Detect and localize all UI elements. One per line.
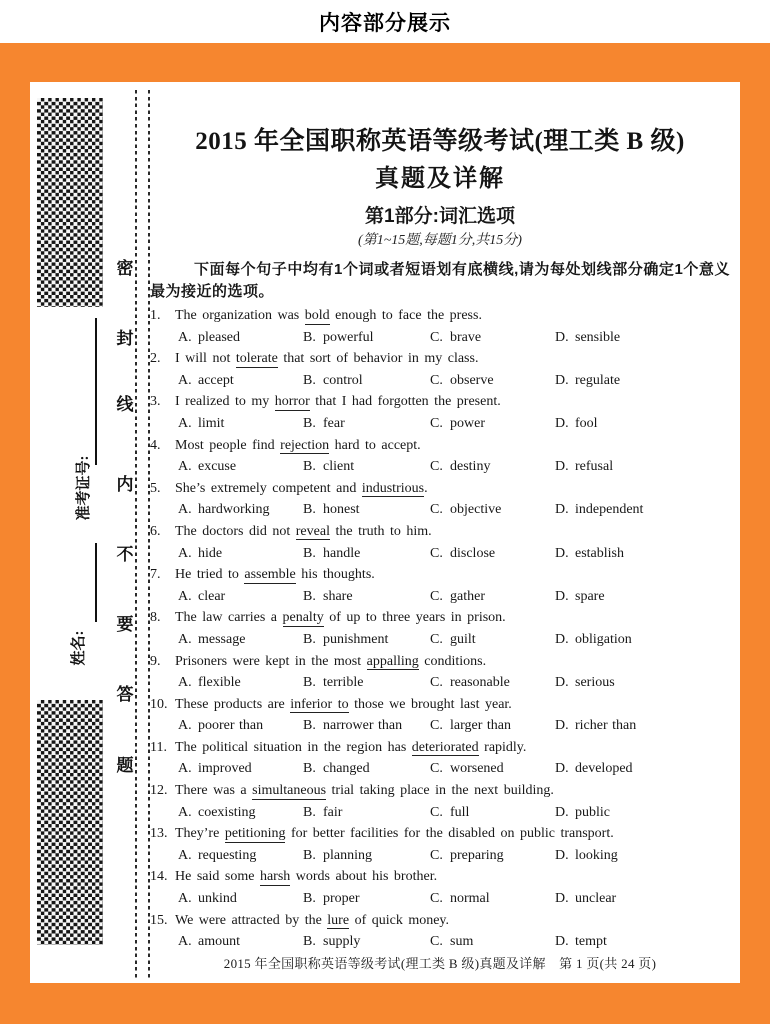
question-item xyxy=(150,348,730,391)
option-b: B. punishment xyxy=(303,631,389,647)
option-d: D. developed xyxy=(555,761,633,777)
underlined-word: deteriorated xyxy=(411,739,479,755)
option-b: B. fair xyxy=(303,804,343,820)
name-label: 姓名: xyxy=(71,630,87,666)
question-item xyxy=(150,823,730,866)
underlined-word: bold xyxy=(304,308,330,323)
option-d: D. fool xyxy=(555,415,598,431)
question-item xyxy=(150,780,730,823)
question-number: 1. xyxy=(150,308,161,323)
option-a: A. requesting xyxy=(178,847,257,863)
question-number: 2. xyxy=(150,351,161,367)
question-item xyxy=(150,607,730,650)
option-a: A. hardworking xyxy=(178,502,270,518)
question-item xyxy=(150,694,730,737)
option-c: C. power xyxy=(430,415,485,431)
option-c: C. reasonable xyxy=(430,675,510,691)
question-sentence: 13. They’re petitioning for better facilities for the disabled on public transport. xyxy=(150,823,730,845)
question-options xyxy=(150,888,730,910)
question-options xyxy=(150,758,730,780)
section-heading: 第1部分:词汇选项 xyxy=(365,206,515,227)
question-number: 11. xyxy=(150,739,167,755)
admission-number-label: 准考证号: xyxy=(76,455,92,521)
question-options xyxy=(150,802,730,824)
question-item xyxy=(150,521,730,564)
underlined-word: inferior to xyxy=(290,696,349,712)
question-options xyxy=(150,845,730,867)
option-d: D. establish xyxy=(555,545,624,561)
question-list xyxy=(150,305,730,953)
option-d: D. richer than xyxy=(555,718,637,734)
seal-char: 密 xyxy=(116,259,134,278)
option-a: A. pleased xyxy=(178,329,240,345)
page-footer: 2015 年全国职称英语等级考试(理工类 B 级)真题及详解 第 1 页(共 24 页) xyxy=(223,956,657,971)
question-sentence: 3. I realized to my horror that I had forgotten the present. xyxy=(150,391,730,413)
underlined-word: harsh xyxy=(259,869,291,885)
question-sentence: 5. She’s extremely competent and industrious. xyxy=(150,478,730,500)
question-number: 15. xyxy=(150,912,168,928)
option-d: D. unclear xyxy=(555,891,617,907)
option-c: C. larger than xyxy=(430,718,511,734)
binding-pattern-bottom xyxy=(37,700,103,945)
question-number: 6. xyxy=(150,523,161,539)
question-options xyxy=(150,715,730,737)
question-item xyxy=(150,651,730,694)
option-b: B. client xyxy=(303,459,355,475)
seal-char: 线 xyxy=(116,395,134,414)
admission-number-fill-line xyxy=(95,318,97,465)
question-number: 5. xyxy=(150,480,161,496)
option-c: C. guilt xyxy=(430,631,476,647)
option-c: C. sum xyxy=(430,934,474,950)
question-options xyxy=(150,931,730,953)
seal-char: 不 xyxy=(116,545,134,564)
option-b: B. handle xyxy=(303,545,361,561)
option-d: D. looking xyxy=(555,847,618,863)
question-sentence: 2. I will not tolerate that sort of behavior in my class. xyxy=(150,348,730,370)
question-sentence: 15. We were attracted by the lure of quick money. xyxy=(150,910,730,932)
option-c: C. disclose xyxy=(430,545,496,561)
seal-char: 答 xyxy=(116,685,134,704)
name-fill-line xyxy=(95,543,97,622)
option-c: C. preparing xyxy=(430,847,504,863)
option-a: A. accept xyxy=(178,372,234,388)
option-c: C. brave xyxy=(430,329,482,345)
option-a: A. clear xyxy=(178,588,226,604)
underlined-word: simultaneous xyxy=(252,783,327,799)
option-b: B. changed xyxy=(303,761,370,777)
question-options xyxy=(150,543,730,565)
underlined-word: horror xyxy=(274,394,310,410)
exam-title-line2: 真题及详解 xyxy=(375,166,505,192)
option-a: A. limit xyxy=(178,415,225,431)
option-b: B. planning xyxy=(303,847,372,863)
question-sentence: 4. Most people find rejection hard to accept. xyxy=(150,435,730,457)
option-b: B. fear xyxy=(303,415,345,431)
question-sentence: 14. He said some harsh words about his brother. xyxy=(150,866,730,888)
option-a: A. excuse xyxy=(178,459,237,475)
question-sentence: 8. The law carries a penalty of up to three years in prison. xyxy=(150,607,730,629)
banner xyxy=(0,0,770,43)
exam-content xyxy=(150,82,730,953)
option-b: B. share xyxy=(303,588,353,604)
underlined-word: appalling xyxy=(366,653,419,669)
question-sentence: 11. The political situation in the region has deteriorated rapidly. xyxy=(150,737,730,759)
question-number: 13. xyxy=(150,826,168,842)
banner-title: 内容部分展示 xyxy=(319,11,451,35)
underlined-word: lure xyxy=(327,912,350,928)
option-d: D. refusal xyxy=(555,459,614,475)
underlined-word: assemble xyxy=(244,567,296,583)
question-options xyxy=(150,413,730,435)
option-a: A. message xyxy=(178,631,246,647)
question-sentence: 7. He tried to assemble his thoughts. xyxy=(150,564,730,586)
option-b: B. supply xyxy=(303,934,361,950)
question-item xyxy=(150,737,730,780)
option-a: A. unkind xyxy=(178,891,237,907)
question-number: 10. xyxy=(150,696,168,712)
seal-char: 题 xyxy=(116,756,134,775)
question-sentence: 1. The organization was bold enough to face the press. xyxy=(150,305,730,327)
question-number: 7. xyxy=(150,567,161,583)
option-b: B. powerful xyxy=(303,329,374,345)
question-options xyxy=(150,586,730,608)
option-d: D. obligation xyxy=(555,631,632,647)
instructions: 下面每个句子中均有1个词或者短语划有底横线,请为每处划线部分确定1个意义最为接近的选项。 xyxy=(150,261,730,300)
question-number: 8. xyxy=(150,610,161,626)
exam-title-line1: 2015 年全国职称英语等级考试(理工类 B 级) xyxy=(195,128,685,155)
option-c: C. observe xyxy=(430,372,494,388)
seal-char: 要 xyxy=(116,615,134,634)
question-options xyxy=(150,629,730,651)
question-item xyxy=(150,564,730,607)
option-a: A. improved xyxy=(178,761,252,777)
option-c: C. objective xyxy=(430,502,502,518)
underlined-word: penalty xyxy=(282,610,324,626)
underlined-word: reveal xyxy=(295,523,330,539)
option-b: B. proper xyxy=(303,891,360,907)
section-note: (第1~15题,每题1分,共15分) xyxy=(358,233,522,248)
question-number: 12. xyxy=(150,783,168,799)
question-number: 3. xyxy=(150,394,161,410)
option-b: B. narrower than xyxy=(303,718,403,734)
option-b: B. honest xyxy=(303,502,360,518)
binding-pattern-top xyxy=(37,98,103,307)
underlined-word: rejection xyxy=(280,437,330,453)
question-item xyxy=(150,435,730,478)
option-c: C. destiny xyxy=(430,459,491,475)
option-a: A. amount xyxy=(178,934,240,950)
seal-dashed-line-inner xyxy=(135,90,137,978)
question-sentence: 9. Prisoners were kept in the most appalling conditions. xyxy=(150,651,730,673)
option-a: A. poorer than xyxy=(178,718,264,734)
question-number: 9. xyxy=(150,653,161,669)
seal-char: 内 xyxy=(116,475,134,494)
question-sentence: 6. The doctors did not reveal the truth to him. xyxy=(150,521,730,543)
underlined-word: petitioning xyxy=(224,826,286,842)
question-options xyxy=(150,456,730,478)
option-d: D. tempt xyxy=(555,934,607,950)
question-options xyxy=(150,672,730,694)
option-d: D. public xyxy=(555,804,610,820)
exam-page xyxy=(30,82,740,983)
option-a: A. flexible xyxy=(178,675,241,691)
option-a: A. coexisting xyxy=(178,804,256,820)
question-options xyxy=(150,499,730,521)
question-item xyxy=(150,305,730,348)
seal-char: 封 xyxy=(116,329,134,348)
option-b: B. control xyxy=(303,372,363,388)
question-item xyxy=(150,391,730,434)
question-item xyxy=(150,866,730,909)
question-number: 14. xyxy=(150,869,168,885)
option-c: C. worsened xyxy=(430,761,504,777)
option-d: D. sensible xyxy=(555,329,621,345)
option-b: B. terrible xyxy=(303,675,364,691)
underlined-word: tolerate xyxy=(235,351,278,367)
question-item xyxy=(150,478,730,521)
question-number: 4. xyxy=(150,437,161,453)
option-c: C. full xyxy=(430,804,470,820)
underlined-word: industrious xyxy=(361,480,425,496)
question-options xyxy=(150,370,730,392)
option-a: A. hide xyxy=(178,545,223,561)
option-c: C. normal xyxy=(430,891,490,907)
question-options xyxy=(150,327,730,349)
option-d: D. serious xyxy=(555,675,615,691)
question-sentence: 10. These products are inferior to those we brought last year. xyxy=(150,694,730,716)
option-c: C. gather xyxy=(430,588,485,604)
option-d: D. independent xyxy=(555,502,644,518)
option-d: D. spare xyxy=(555,588,605,604)
question-item xyxy=(150,910,730,953)
question-sentence: 12. There was a simultaneous trial taking place in the next building. xyxy=(150,780,730,802)
option-d: D. regulate xyxy=(555,372,621,388)
